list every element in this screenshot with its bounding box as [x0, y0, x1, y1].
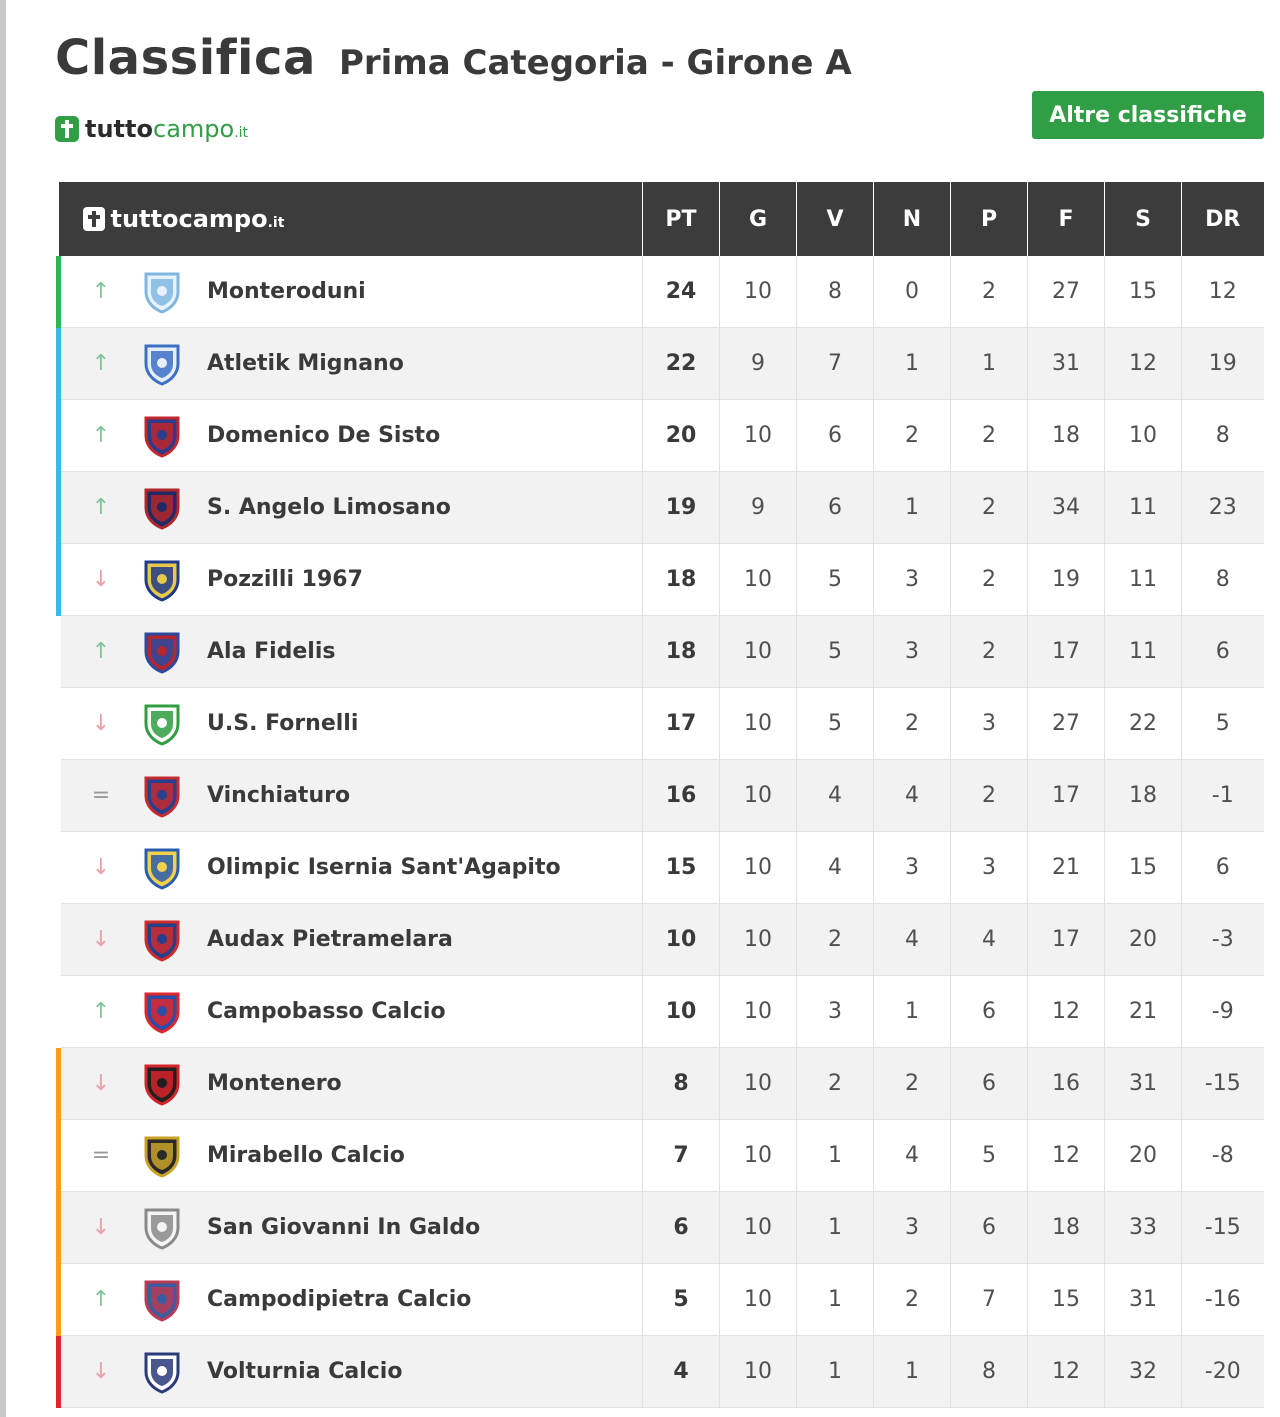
- stat-pt: 10: [643, 904, 720, 976]
- stat-s: 20: [1105, 904, 1182, 976]
- standings-table: [56, 182, 1264, 1408]
- stat-n: 1: [874, 328, 951, 400]
- stat-f: 17: [1028, 616, 1105, 688]
- team-crest-icon: [141, 1349, 183, 1395]
- stat-f: 19: [1028, 544, 1105, 616]
- team-crest-icon: [141, 845, 183, 891]
- stat-v: 5: [797, 616, 874, 688]
- team-crest-icon: [141, 917, 183, 963]
- team-cell: [59, 1048, 643, 1120]
- team-crest-icon: [141, 773, 183, 819]
- team-cell: [59, 976, 643, 1048]
- trend-up-icon: ↑: [91, 1287, 111, 1312]
- stat-v: 8: [797, 256, 874, 328]
- stat-v: 6: [797, 400, 874, 472]
- stat-dr: -15: [1182, 1192, 1264, 1264]
- trend-up-icon: ↑: [91, 279, 111, 304]
- table-row[interactable]: [59, 1264, 1264, 1336]
- stat-f: 12: [1028, 1120, 1105, 1192]
- stat-s: 18: [1105, 760, 1182, 832]
- stat-v: 1: [797, 1120, 874, 1192]
- stat-p: 3: [951, 832, 1028, 904]
- stat-g: 9: [720, 328, 797, 400]
- stat-p: 2: [951, 256, 1028, 328]
- team-crest-icon: [141, 269, 183, 315]
- stat-dr: 5: [1182, 688, 1264, 760]
- team-name[interactable]: U.S. Fornelli: [207, 711, 359, 736]
- stat-g: 10: [720, 1336, 797, 1408]
- stat-s: 21: [1105, 976, 1182, 1048]
- stat-s: 11: [1105, 616, 1182, 688]
- trend-equal-icon: =: [91, 1143, 111, 1168]
- other-standings-button[interactable]: Altre classifiche: [1032, 91, 1264, 139]
- stat-n: 4: [874, 1120, 951, 1192]
- trend-up-icon: ↑: [91, 351, 111, 376]
- team-crest-icon: [141, 701, 183, 747]
- tuttocampo-logo-icon: [55, 116, 79, 142]
- stat-v: 5: [797, 688, 874, 760]
- stat-pt: 6: [643, 1192, 720, 1264]
- stat-pt: 5: [643, 1264, 720, 1336]
- stat-f: 18: [1028, 1192, 1105, 1264]
- stat-g: 10: [720, 688, 797, 760]
- stat-p: 5: [951, 1120, 1028, 1192]
- stat-v: 4: [797, 760, 874, 832]
- stat-n: 1: [874, 976, 951, 1048]
- stat-dr: -9: [1182, 976, 1264, 1048]
- stat-pt: 17: [643, 688, 720, 760]
- stat-p: 4: [951, 904, 1028, 976]
- stat-s: 11: [1105, 544, 1182, 616]
- column-header-f[interactable]: F: [1028, 182, 1105, 256]
- stat-pt: 18: [643, 616, 720, 688]
- stat-n: 1: [874, 472, 951, 544]
- table-row[interactable]: [59, 616, 1264, 688]
- stat-pt: 4: [643, 1336, 720, 1408]
- trend-up-icon: ↑: [91, 495, 111, 520]
- table-row[interactable]: [59, 1120, 1264, 1192]
- stat-g: 10: [720, 904, 797, 976]
- stat-dr: 8: [1182, 544, 1264, 616]
- team-name[interactable]: Monteroduni: [207, 279, 366, 304]
- table-row[interactable]: [59, 256, 1264, 328]
- stat-pt: 8: [643, 1048, 720, 1120]
- stat-s: 15: [1105, 832, 1182, 904]
- stat-g: 10: [720, 760, 797, 832]
- stat-n: 1: [874, 1336, 951, 1408]
- stat-n: 4: [874, 760, 951, 832]
- stat-dr: 19: [1182, 328, 1264, 400]
- stat-p: 2: [951, 616, 1028, 688]
- stat-g: 10: [720, 256, 797, 328]
- stat-dr: -15: [1182, 1048, 1264, 1120]
- column-header-v[interactable]: V: [797, 182, 874, 256]
- stat-g: 10: [720, 1048, 797, 1120]
- table-row[interactable]: [59, 976, 1264, 1048]
- stat-dr: -16: [1182, 1264, 1264, 1336]
- team-name[interactable]: Domenico De Sisto: [207, 423, 441, 448]
- stat-g: 10: [720, 400, 797, 472]
- stat-v: 2: [797, 1048, 874, 1120]
- stat-f: 27: [1028, 256, 1105, 328]
- column-header-p[interactable]: P: [951, 182, 1028, 256]
- stat-g: 10: [720, 976, 797, 1048]
- trend-down-icon: ↓: [91, 927, 111, 952]
- stat-f: 15: [1028, 1264, 1105, 1336]
- team-cell: [59, 256, 643, 328]
- stat-n: 3: [874, 1192, 951, 1264]
- team-cell: [59, 616, 643, 688]
- team-cell: [59, 328, 643, 400]
- stat-pt: 15: [643, 832, 720, 904]
- stat-s: 31: [1105, 1048, 1182, 1120]
- stat-pt: 7: [643, 1120, 720, 1192]
- stat-f: 21: [1028, 832, 1105, 904]
- team-crest-icon: [141, 557, 183, 603]
- stat-v: 1: [797, 1336, 874, 1408]
- stat-pt: 24: [643, 256, 720, 328]
- stat-dr: -3: [1182, 904, 1264, 976]
- stat-dr: 6: [1182, 616, 1264, 688]
- team-cell: [59, 472, 643, 544]
- stat-f: 17: [1028, 904, 1105, 976]
- site-logo-text: tuttocampo.it: [85, 115, 249, 143]
- stat-n: 3: [874, 832, 951, 904]
- team-name[interactable]: Campodipietra Calcio: [207, 1287, 472, 1312]
- team-cell: [59, 760, 643, 832]
- team-crest-icon: [141, 1205, 183, 1251]
- stat-v: 6: [797, 472, 874, 544]
- stat-s: 15: [1105, 256, 1182, 328]
- table-row[interactable]: [59, 400, 1264, 472]
- team-name[interactable]: San Giovanni In Galdo: [207, 1215, 481, 1240]
- trend-up-icon: ↑: [91, 639, 111, 664]
- stat-f: 31: [1028, 328, 1105, 400]
- team-crest-icon: [141, 629, 183, 675]
- site-logo[interactable]: [55, 115, 248, 143]
- team-crest-icon: [141, 1133, 183, 1179]
- stat-pt: 20: [643, 400, 720, 472]
- team-cell: [59, 400, 643, 472]
- stat-dr: 12: [1182, 256, 1264, 328]
- stat-p: 3: [951, 688, 1028, 760]
- stat-pt: 16: [643, 760, 720, 832]
- stat-dr: -8: [1182, 1120, 1264, 1192]
- stat-p: 8: [951, 1336, 1028, 1408]
- stat-g: 10: [720, 1120, 797, 1192]
- stat-n: 2: [874, 1264, 951, 1336]
- stat-f: 17: [1028, 760, 1105, 832]
- team-name[interactable]: Volturnia Calcio: [207, 1359, 403, 1384]
- trend-down-icon: ↓: [91, 1215, 111, 1240]
- stat-n: 4: [874, 904, 951, 976]
- table-row[interactable]: [59, 904, 1264, 976]
- stat-n: 2: [874, 688, 951, 760]
- stat-v: 5: [797, 544, 874, 616]
- table-row[interactable]: [59, 688, 1264, 760]
- stat-s: 10: [1105, 400, 1182, 472]
- stat-s: 20: [1105, 1120, 1182, 1192]
- stat-p: 2: [951, 760, 1028, 832]
- trend-down-icon: ↓: [91, 855, 111, 880]
- stat-p: 2: [951, 472, 1028, 544]
- stat-pt: 18: [643, 544, 720, 616]
- stat-p: 1: [951, 328, 1028, 400]
- stat-v: 1: [797, 1264, 874, 1336]
- stat-s: 33: [1105, 1192, 1182, 1264]
- stat-p: 2: [951, 400, 1028, 472]
- team-name[interactable]: S. Angelo Limosano: [207, 495, 451, 520]
- trend-down-icon: ↓: [91, 1071, 111, 1096]
- stat-p: 6: [951, 1048, 1028, 1120]
- page-title: Classifica: [55, 30, 316, 86]
- stat-dr: 8: [1182, 400, 1264, 472]
- stat-f: 18: [1028, 400, 1105, 472]
- table-row[interactable]: [59, 760, 1264, 832]
- team-crest-icon: [141, 989, 183, 1035]
- stat-s: 12: [1105, 328, 1182, 400]
- stat-v: 1: [797, 1192, 874, 1264]
- team-cell: [59, 688, 643, 760]
- stat-dr: 6: [1182, 832, 1264, 904]
- stat-n: 3: [874, 544, 951, 616]
- team-cell: [59, 832, 643, 904]
- table-row[interactable]: [59, 472, 1264, 544]
- trend-down-icon: ↓: [91, 567, 111, 592]
- trend-up-icon: ↑: [91, 423, 111, 448]
- stat-f: 34: [1028, 472, 1105, 544]
- team-cell: [59, 1264, 643, 1336]
- stat-v: 7: [797, 328, 874, 400]
- team-crest-icon: [141, 341, 183, 387]
- team-name[interactable]: Atletik Mignano: [207, 351, 404, 376]
- stat-g: 10: [720, 1264, 797, 1336]
- table-row[interactable]: [59, 1048, 1264, 1120]
- stat-s: 31: [1105, 1264, 1182, 1336]
- standings-header-row: [59, 182, 1264, 256]
- stat-v: 4: [797, 832, 874, 904]
- table-row[interactable]: [59, 544, 1264, 616]
- stat-dr: -20: [1182, 1336, 1264, 1408]
- stat-n: 2: [874, 1048, 951, 1120]
- stat-f: 12: [1028, 976, 1105, 1048]
- stat-g: 9: [720, 472, 797, 544]
- stat-g: 10: [720, 832, 797, 904]
- table-row[interactable]: [59, 1336, 1264, 1408]
- column-header-s[interactable]: S: [1105, 182, 1182, 256]
- team-name[interactable]: Audax Pietramelara: [207, 927, 453, 952]
- team-name[interactable]: Campobasso Calcio: [207, 999, 446, 1024]
- stat-n: 2: [874, 400, 951, 472]
- team-name[interactable]: Ala Fidelis: [207, 639, 336, 664]
- trend-up-icon: ↑: [91, 999, 111, 1024]
- stat-pt: 19: [643, 472, 720, 544]
- stat-g: 10: [720, 616, 797, 688]
- table-row[interactable]: [59, 328, 1264, 400]
- page-left-border: [0, 0, 6, 1417]
- stat-p: 6: [951, 1192, 1028, 1264]
- team-name[interactable]: Olimpic Isernia Sant'Agapito: [207, 855, 561, 880]
- stat-v: 3: [797, 976, 874, 1048]
- team-cell: [59, 1336, 643, 1408]
- stat-s: 32: [1105, 1336, 1182, 1408]
- column-header-pt[interactable]: PT: [643, 182, 720, 256]
- stat-p: 7: [951, 1264, 1028, 1336]
- team-cell: [59, 544, 643, 616]
- stat-dr: 23: [1182, 472, 1264, 544]
- stat-dr: -1: [1182, 760, 1264, 832]
- stat-v: 2: [797, 904, 874, 976]
- team-crest-icon: [141, 413, 183, 459]
- stat-f: 16: [1028, 1048, 1105, 1120]
- stat-pt: 10: [643, 976, 720, 1048]
- team-crest-icon: [141, 1277, 183, 1323]
- stat-p: 6: [951, 976, 1028, 1048]
- page-title-row: [55, 30, 852, 86]
- trend-down-icon: ↓: [91, 1359, 111, 1384]
- column-header-n[interactable]: N: [874, 182, 951, 256]
- table-row[interactable]: [59, 1192, 1264, 1264]
- team-name[interactable]: Montenero: [207, 1071, 342, 1096]
- table-brand-header: tuttocampo.it: [59, 182, 643, 256]
- team-crest-icon: [141, 1061, 183, 1107]
- team-cell: [59, 1192, 643, 1264]
- column-header-dr[interactable]: DR: [1182, 182, 1264, 256]
- table-row[interactable]: [59, 832, 1264, 904]
- stat-g: 10: [720, 544, 797, 616]
- team-name[interactable]: Pozzilli 1967: [207, 567, 363, 592]
- tuttocampo-logo-icon: [83, 207, 105, 231]
- team-cell: [59, 904, 643, 976]
- stat-n: 3: [874, 616, 951, 688]
- stat-n: 0: [874, 256, 951, 328]
- stat-pt: 22: [643, 328, 720, 400]
- column-header-g[interactable]: G: [720, 182, 797, 256]
- stat-s: 11: [1105, 472, 1182, 544]
- trend-down-icon: ↓: [91, 711, 111, 736]
- page-subtitle: Prima Categoria - Girone A: [338, 43, 852, 83]
- stat-p: 2: [951, 544, 1028, 616]
- team-crest-icon: [141, 485, 183, 531]
- stat-f: 27: [1028, 688, 1105, 760]
- team-cell: [59, 1120, 643, 1192]
- stat-g: 10: [720, 1192, 797, 1264]
- trend-equal-icon: =: [91, 783, 111, 808]
- stat-f: 12: [1028, 1336, 1105, 1408]
- team-name[interactable]: Vinchiaturo: [207, 783, 351, 808]
- stat-s: 22: [1105, 688, 1182, 760]
- team-name[interactable]: Mirabello Calcio: [207, 1143, 405, 1168]
